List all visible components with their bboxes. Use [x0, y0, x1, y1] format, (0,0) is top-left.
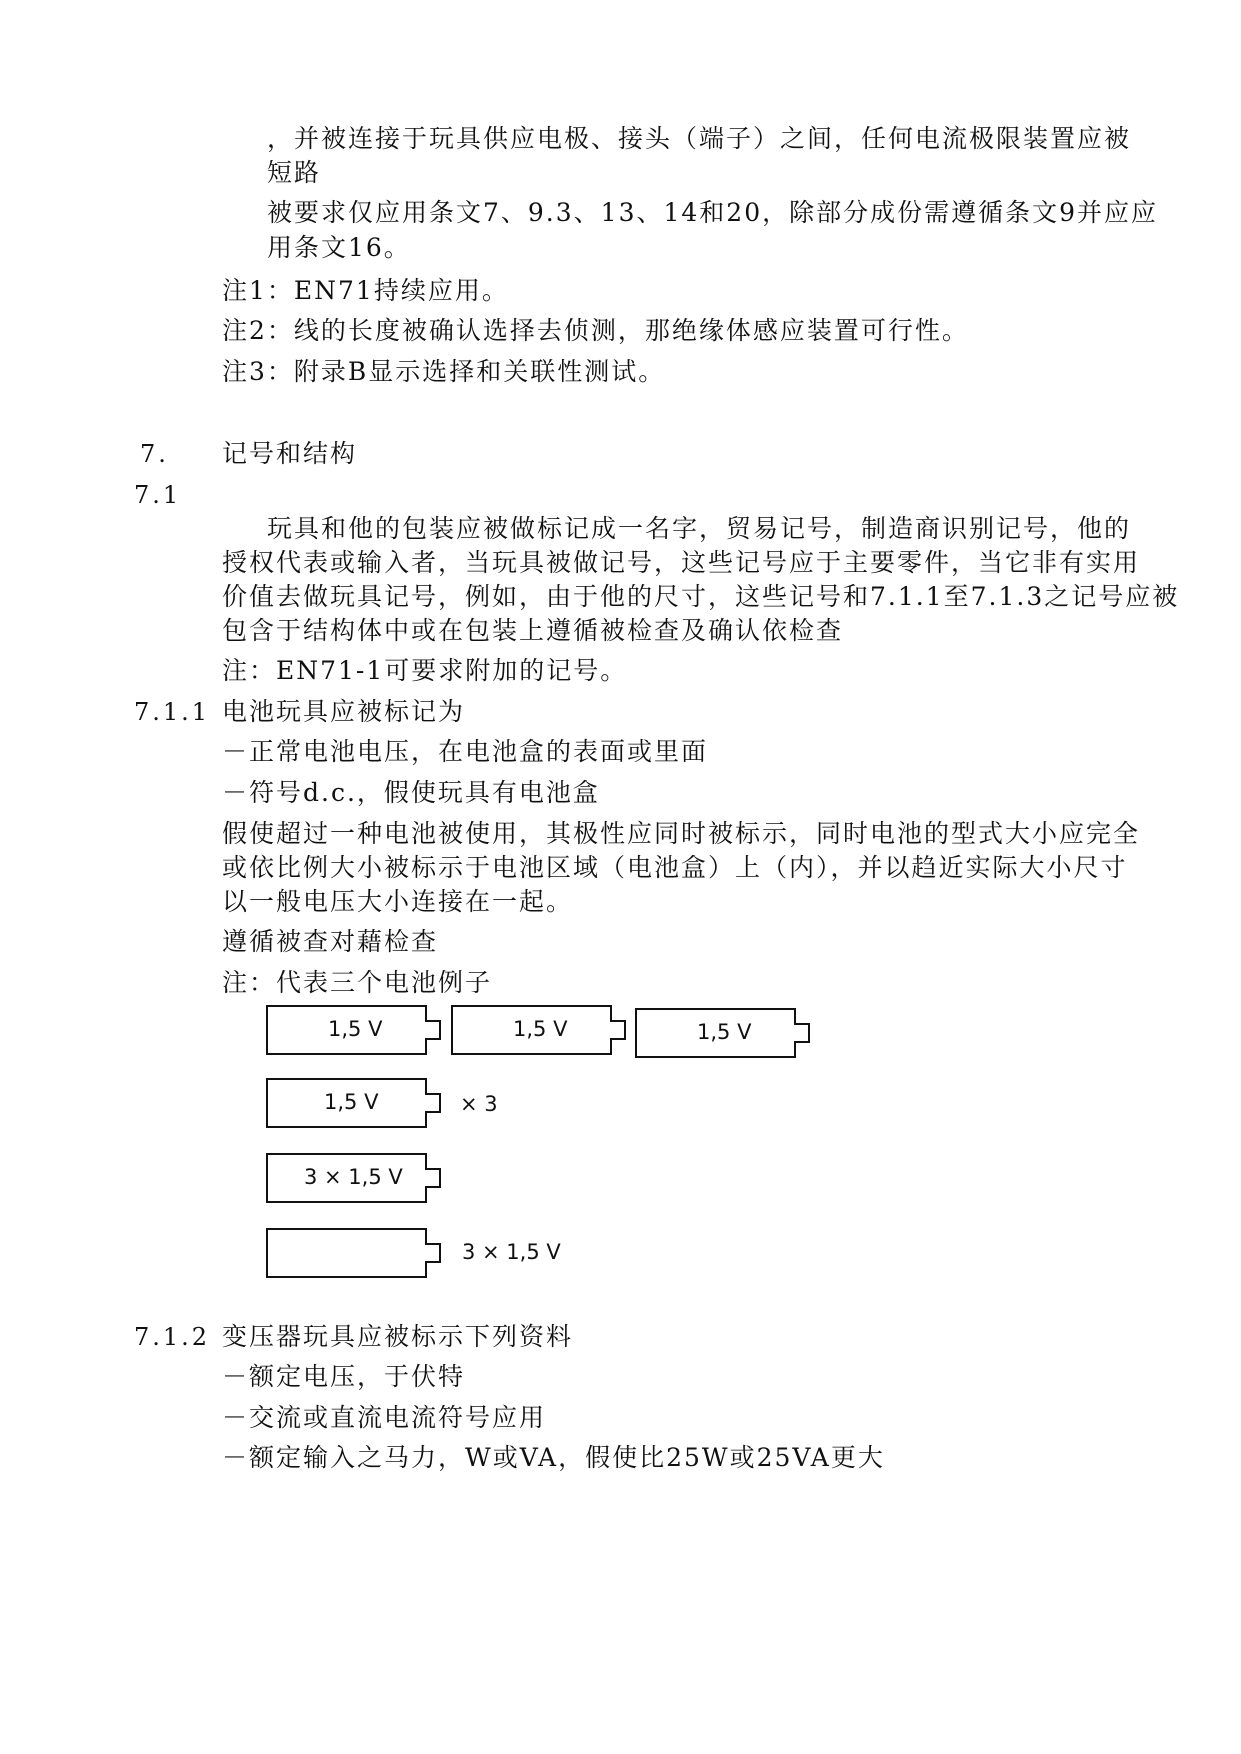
paragraph-line: 以一般电压大小连接在一起。: [222, 887, 574, 916]
section-title-7: 记号和结构: [222, 439, 358, 468]
section-number-7-1-2: 7.1.2: [134, 1323, 211, 1351]
battery-label: 1,5 V: [513, 1017, 568, 1041]
section-title-7-1-2: 变压器玩具应被标示下列资料: [222, 1322, 574, 1351]
battery-symbol: [266, 1153, 442, 1203]
text-line: 短路: [267, 158, 322, 187]
multiplier-label: × 3: [460, 1092, 498, 1116]
paragraph-line: 包含于结构体中或在包装上遵循被检查及确认依检查: [222, 616, 844, 645]
section-number-7-1-1: 7.1.1: [134, 698, 211, 726]
check-text: 遵循被查对藉检查: [222, 927, 439, 956]
battery-label: 3 × 1,5 V: [304, 1165, 403, 1189]
note-en71: 注：EN71-1可要求附加的记号。: [222, 656, 628, 685]
list-item: －交流或直流电流符号应用: [222, 1403, 547, 1432]
note-1: 注1：EN71持续应用。: [222, 276, 509, 305]
text-line: 用条文16。: [267, 233, 411, 262]
list-item: －额定电压，于伏特: [222, 1362, 466, 1391]
list-item: －正常电池电压，在电池盒的表面或里面: [222, 737, 709, 766]
battery-label: 1,5 V: [324, 1090, 379, 1114]
text-line: ，并被连接于玩具供应电极、接头（端子）之间，任何电流极限装置应被: [267, 124, 1132, 153]
battery-label: 1,5 V: [328, 1017, 383, 1041]
paragraph-line: 价值去做玩具记号，例如，由于他的尺寸，这些记号和7.1.1至7.1.3之记号应被: [222, 582, 1180, 611]
paragraph-line: 玩具和他的包装应被做标记成一名字，贸易记号，制造商识别记号，他的: [267, 514, 1132, 543]
battery-symbol: [266, 1078, 442, 1128]
battery-symbol: [266, 1228, 442, 1278]
section-number-7: 7.: [140, 440, 169, 468]
battery-symbol: [451, 1005, 627, 1055]
paragraph-line: 授权代表或输入者，当玩具被做记号，这些记号应于主要零件，当它非有实用: [222, 548, 1141, 577]
note-battery-examples: 注：代表三个电池例子: [222, 968, 493, 997]
battery-label: 1,5 V: [697, 1020, 752, 1044]
paragraph-line: 假使超过一种电池被使用，其极性应同时被标示，同时电池的型式大小应完全: [222, 819, 1141, 848]
list-item: －符号d.c.，假使玩具有电池盒: [222, 778, 600, 807]
list-item: －额定输入之马力，W或VA，假使比25W或25VA更大: [222, 1443, 885, 1472]
section-title-7-1-1: 电池玩具应被标记为: [222, 697, 466, 726]
note-2: 注2：线的长度被确认选择去侦测，那绝缘体感应装置可行性。: [222, 316, 969, 345]
battery-symbol: [635, 1008, 811, 1058]
paragraph-line: 或依比例大小被标示于电池区域（电池盒）上（内），并以趋近实际大小尺寸: [222, 853, 1128, 882]
battery-side-label: 3 × 1,5 V: [462, 1240, 561, 1264]
text-line: 被要求仅应用条文7、9.3、13、14和20，除部分成份需遵循条文9并应应: [267, 198, 1159, 227]
note-3: 注3：附录B显示选择和关联性测试。: [222, 357, 666, 386]
battery-symbol: [266, 1005, 442, 1055]
section-number-7-1: 7.1: [134, 481, 182, 509]
